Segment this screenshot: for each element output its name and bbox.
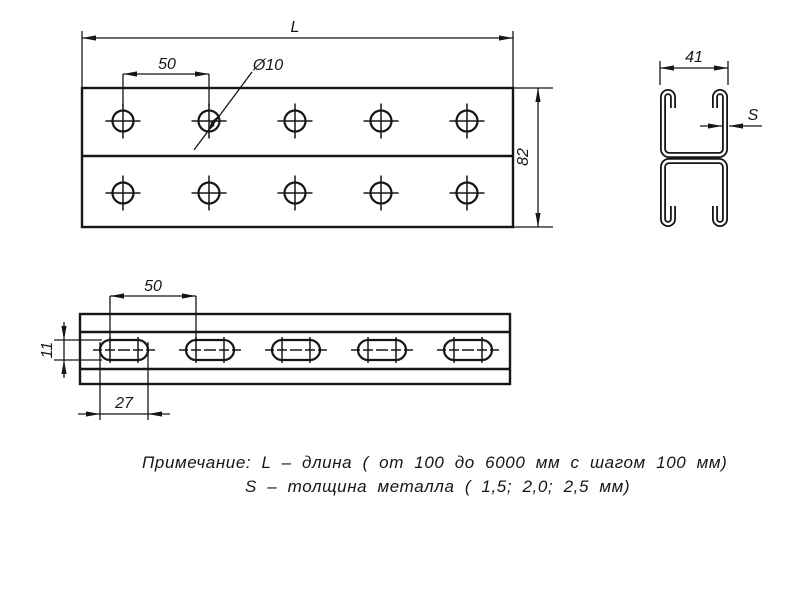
dim-length-label: L — [290, 19, 300, 36]
dim-slot-height: 11 — [39, 341, 56, 359]
top-view — [82, 19, 553, 227]
dim-profile-width: 41 — [685, 49, 703, 66]
front-view — [39, 278, 510, 420]
channel-profile — [663, 92, 725, 224]
note-line-1: Примечание: L – длина ( от 100 до 6000 мм с шагом 100 мм) — [142, 453, 728, 472]
section-view — [660, 49, 762, 224]
dim-hole-spacing: 50 — [158, 56, 176, 73]
note-line-2: S – толщина металла ( 1,5; 2,0; 2,5 мм) — [245, 477, 631, 496]
dim-thickness-label: S — [747, 107, 759, 124]
plate-outline — [82, 88, 513, 227]
notes — [142, 453, 727, 496]
dim-hole-diameter: Ø10 — [252, 57, 284, 74]
dim-plate-height: 82 — [515, 148, 532, 166]
dim-slot-length: 27 — [115, 395, 133, 412]
dim-slot-spacing: 50 — [144, 278, 162, 295]
rail-outline — [80, 314, 510, 384]
